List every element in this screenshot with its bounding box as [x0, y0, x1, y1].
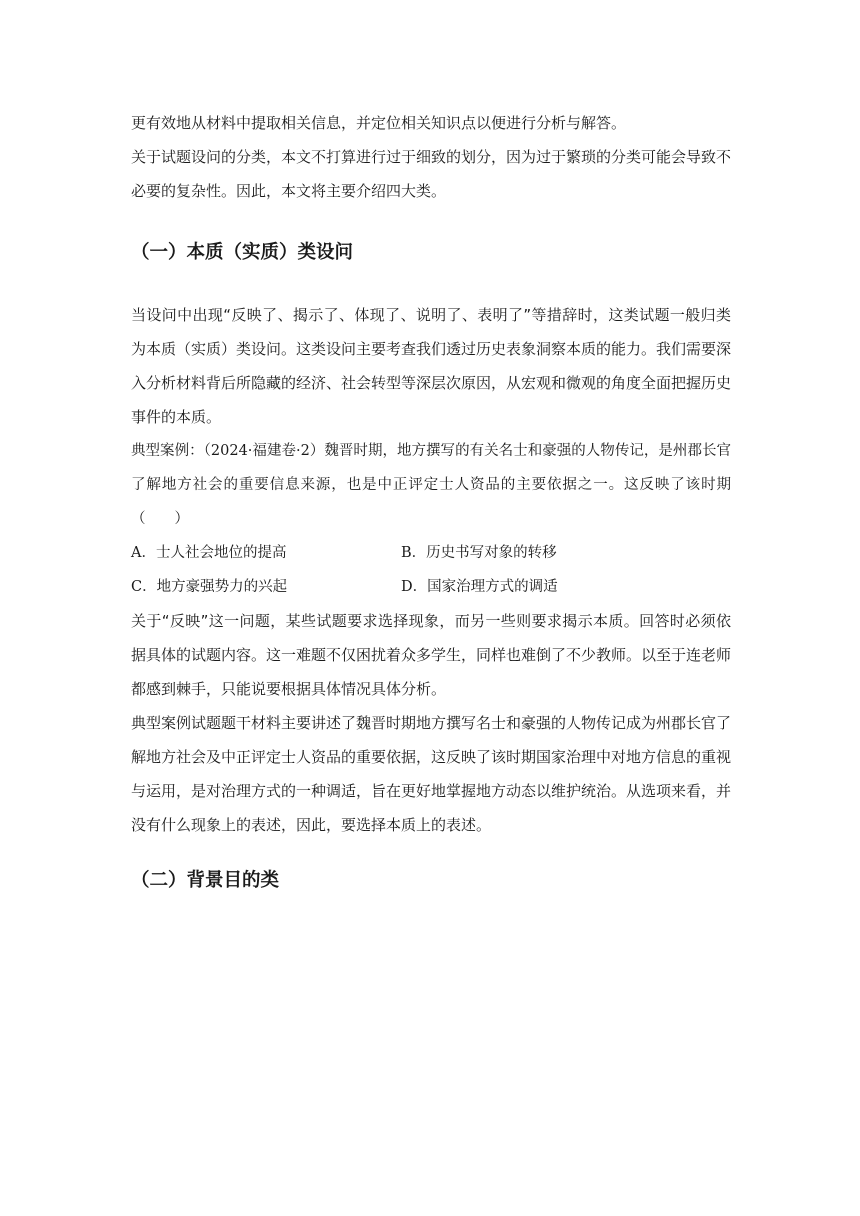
essence-paragraph: 当设问中出现“反映了、揭示了、体现了、说明了、表明了”等措辞时，这类试题一般归类为本质（实质）类设问。这类设问主要考查我们透过历史表象洞察本质的能力。我们需要深入分析材料背后所隐藏的经济、社会转型等深层次原因，从宏观和微观的角度全面把握历史事件的本质。: [131, 306, 732, 426]
options-row-1: [131, 536, 731, 570]
intro-line: 更有效地从材料中提取相关信息，并定位相关知识点以便进行分析与解答。: [131, 114, 627, 132]
case-analysis-paragraph: 典型案例试题题干材料主要讲述了魏晋时期地方撰写名士和豪强的人物传记成为州郡长官了解地方社会及中正评定士人资品的重要依据，这反映了该时期国家治理中对地方信息的重视与运用，是对治理方式的一种调适，旨在更好地掌握地方动态以维护统治。从选项来看，并没有什么现象上的表述，因此，要选择本质上的表述。: [131, 714, 732, 834]
option-c: C．地方豪强势力的兴起: [131, 579, 288, 595]
section-heading-background: （二）背景目的类: [131, 870, 280, 891]
reflect-paragraph: 关于“反映”这一问题，某些试题要求选择现象，而另一些则要求揭示本质。回答时必须依据具体的试题内容。这一难题不仅困扰着众多学生，同样也难倒了不少教师。以至于连老师都感到棘手，只能说要根据具体情况具体分析。: [131, 612, 732, 698]
option-b: B．历史书写对象的转移: [401, 545, 557, 561]
section-heading-essence: （一）本质（实质）类设问: [131, 242, 354, 263]
document-body: [131, 106, 731, 898]
answer-options: [131, 536, 731, 604]
intro-paragraph: 关于试题设问的分类，本文不打算进行过于细致的划分，因为过于繁琐的分类可能会导致不必要的复杂性。因此，本文将主要介绍四大类。: [131, 148, 732, 200]
option-d: D．国家治理方式的调适: [401, 579, 558, 595]
options-row-2: [131, 570, 731, 604]
option-a: A．士人社会地位的提高: [131, 545, 287, 561]
case-question: 典型案例：（2024·福建卷·2）魏晋时期，地方撰写的有关名士和豪强的人物传记，是州郡长官了解地方社会的重要信息来源，也是中正评定士人资品的主要依据之一。这反映了该时期（ ）: [131, 443, 731, 527]
